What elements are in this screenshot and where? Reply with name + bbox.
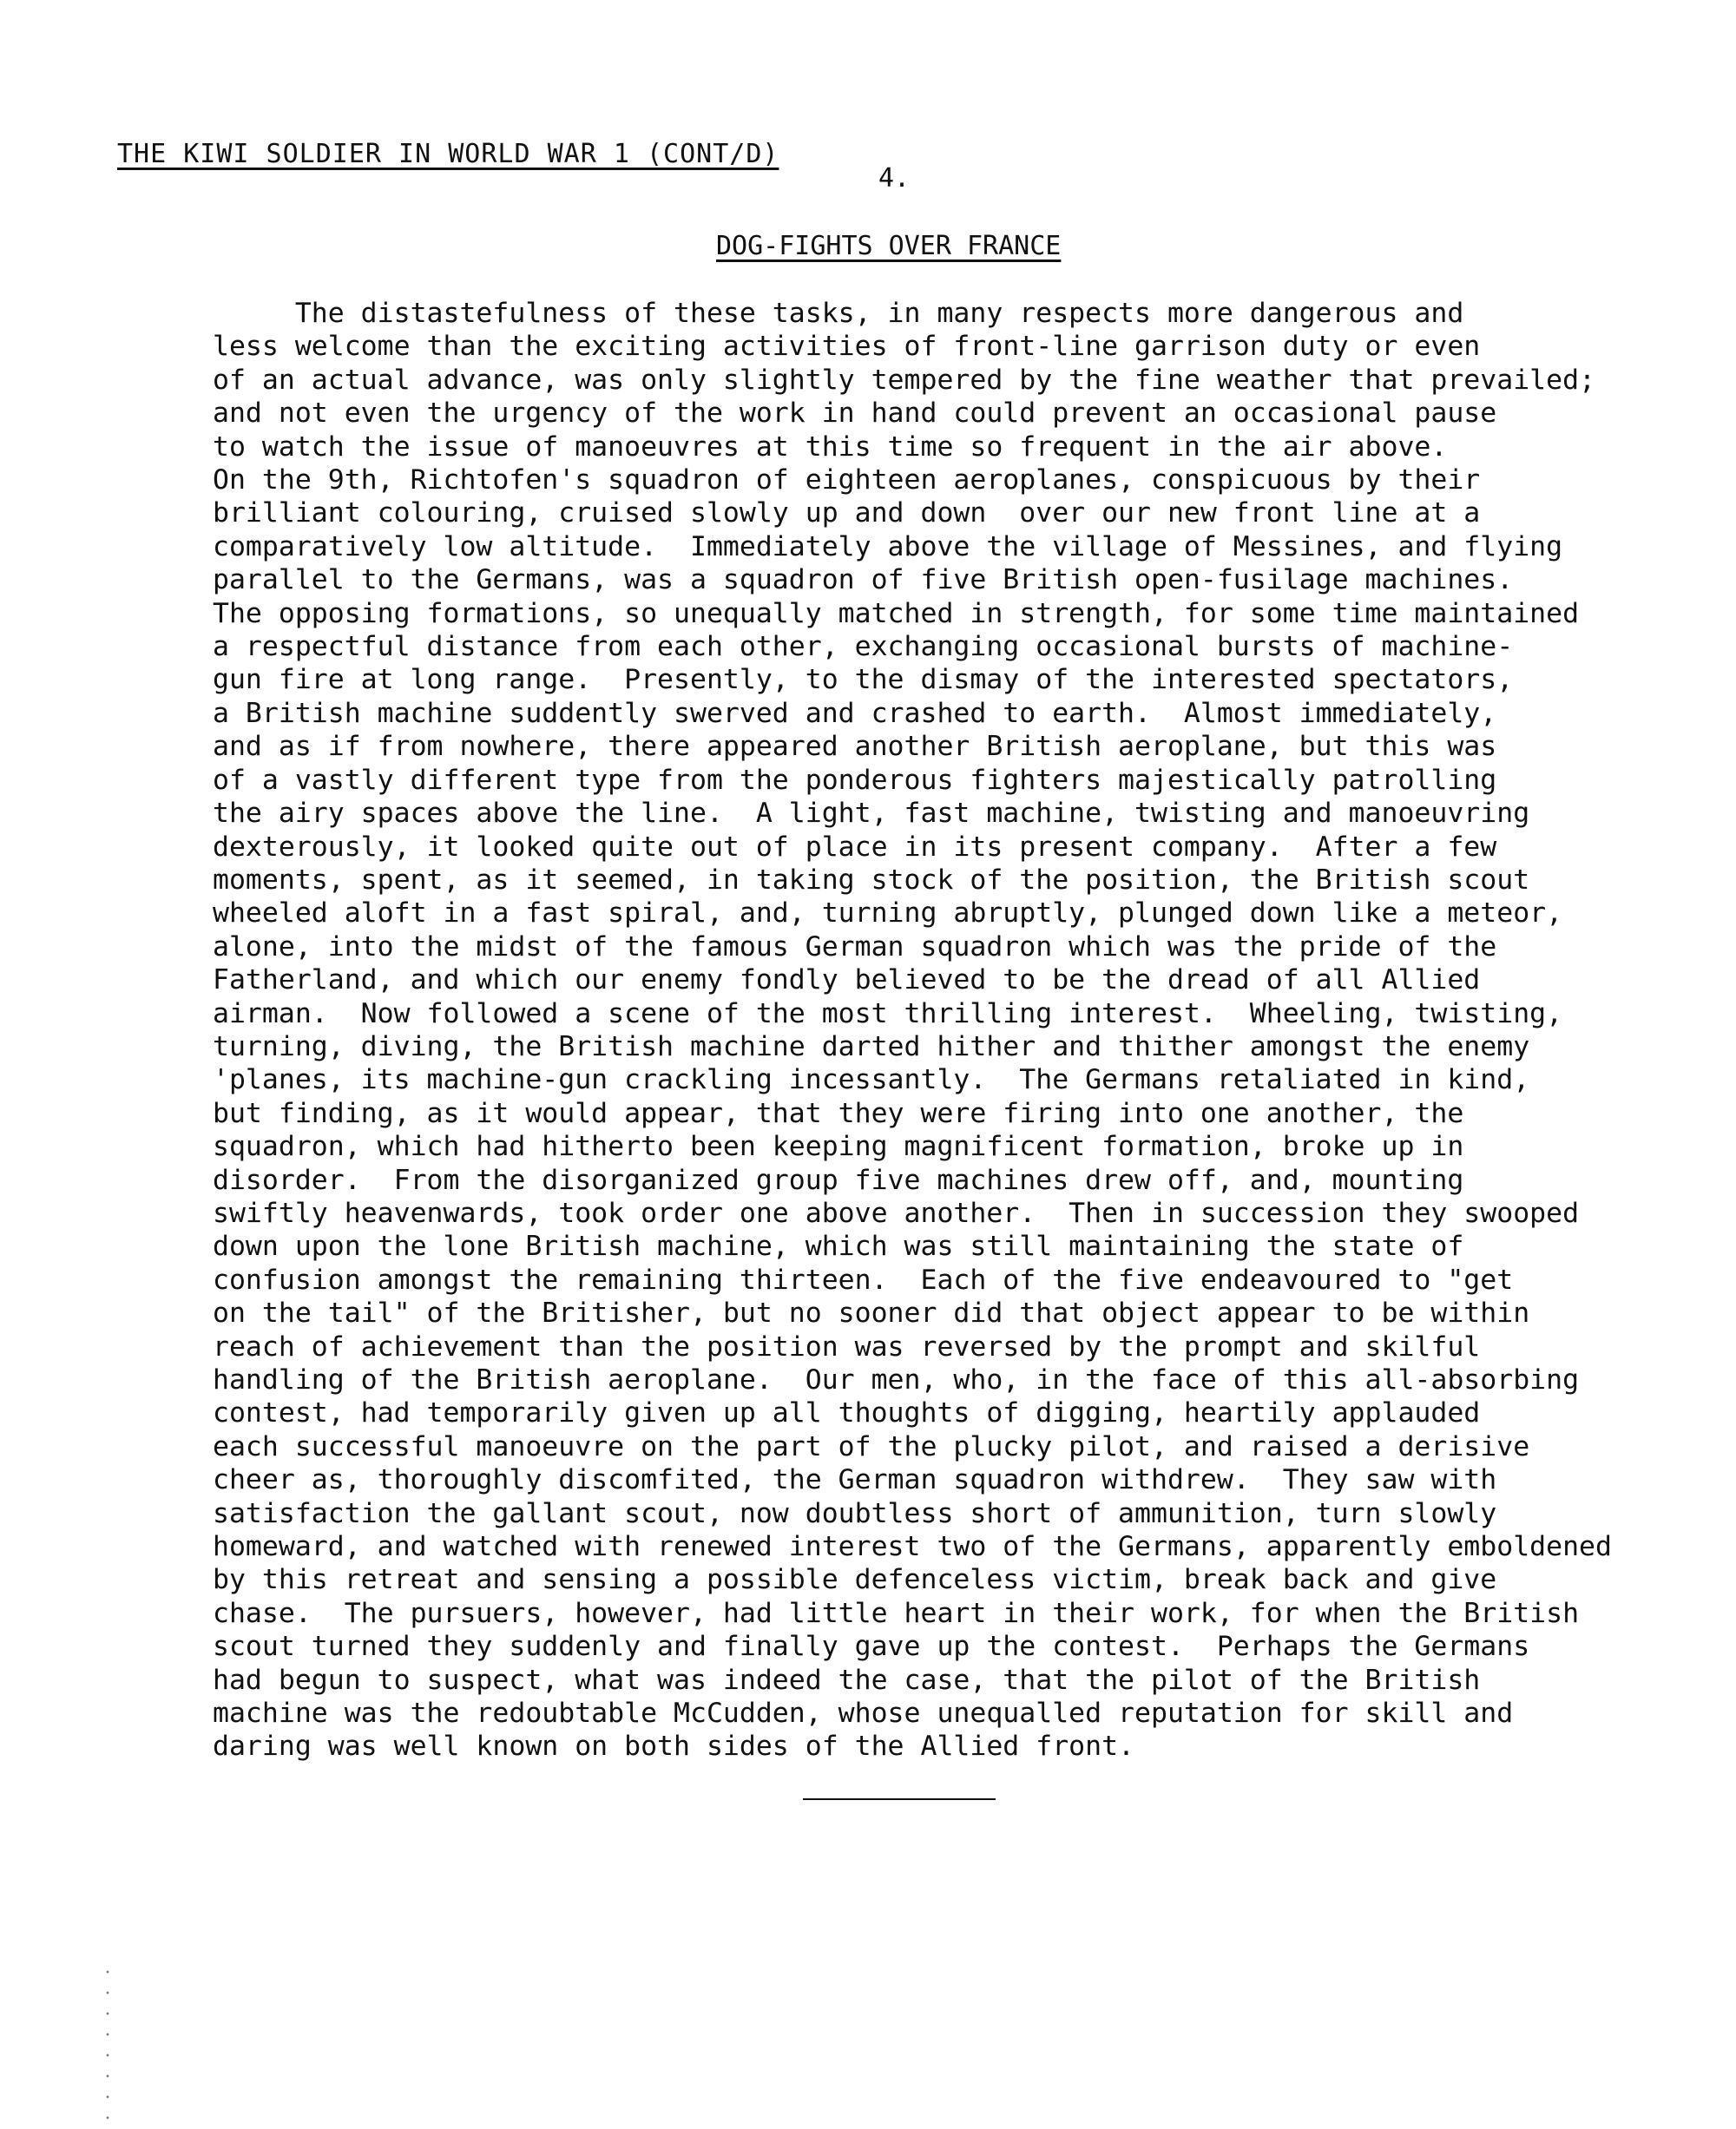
- body-text: [213, 297, 1706, 1764]
- body-line: handling of the British aeroplane. Our men, who, in the face of this all-absorbing: [213, 1364, 1580, 1396]
- body-line: alone, into the midst of the famous German squadron which was the pride of the: [213, 930, 1497, 963]
- body-line: brilliant colouring, cruised slowly up and down over our new front line at a: [213, 497, 1481, 529]
- body-line: turning, diving, the British machine darted hither and thither amongst the enemy: [213, 1030, 1530, 1062]
- body-line: 'planes, its machine-gun crackling incessantly. The Germans retaliated in kind,: [213, 1064, 1530, 1096]
- body-line: down upon the lone British machine, which was still maintaining the state of: [213, 1231, 1464, 1263]
- body-line: and not even the urgency of the work in hand could prevent an occasional pause: [213, 398, 1497, 430]
- body-line: wheeled aloft in a fast spiral, and, turning abruptly, plunged down like a meteor,: [213, 897, 1563, 930]
- section-title: DOG-FIGHTS OVER FRANCE: [716, 231, 1062, 261]
- body-line: Fatherland, and which our enemy fondly believed to be the dread of all Allied: [213, 964, 1481, 996]
- body-line: reach of achievement than the position was reversed by the prompt and skilful: [213, 1331, 1481, 1363]
- body-line: squadron, which had hitherto been keeping magnificent formation, broke up in: [213, 1131, 1464, 1163]
- body-line: the airy spaces above the line. A light, fast machine, twisting and manoeuvring: [213, 798, 1530, 830]
- body-line: disorder. From the disorganized group five machines drew off, and, mounting: [213, 1164, 1464, 1196]
- body-line: swiftly heavenwards, took order one above another. Then in succession they swooped: [213, 1197, 1580, 1229]
- body-line: moments, spent, as it seemed, in taking stock of the position, the British scout: [213, 864, 1530, 896]
- body-line: daring was well known on both sides of the Allied front.: [213, 1731, 1135, 1763]
- body-line: a British machine suddently swerved and crashed to earth. Almost immediately,: [213, 697, 1497, 729]
- body-line: of a vastly different type from the ponderous fighters majestically patrolling: [213, 764, 1497, 796]
- body-line: chase. The pursuers, however, had little heart in their work, for when the British: [213, 1597, 1580, 1629]
- body-line: cheer as, thoroughly discomfited, the German squadron withdrew. They saw with: [213, 1464, 1497, 1496]
- body-line: contest, had temporarily given up all thoughts of digging, heartily applauded: [213, 1397, 1481, 1429]
- running-head: THE KIWI SOLDIER IN WORLD WAR 1 (CONT/D): [117, 139, 779, 169]
- body-line: a respectful distance from each other, exchanging occasional bursts of machine-: [213, 631, 1514, 663]
- body-line: airman. Now followed a scene of the most thrilling interest. Wheeling, twisting,: [213, 997, 1563, 1029]
- body-line: to watch the issue of manoeuvres at this time so frequent in the air above.: [213, 430, 1448, 463]
- body-line: The opposing formations, so unequally matched in strength, for some time maintained: [213, 597, 1580, 629]
- body-line: had begun to suspect, what was indeed the case, that the pilot of the British: [213, 1664, 1481, 1696]
- body-line: gun fire at long range. Presently, to the dismay of the interested spectators,: [213, 664, 1514, 696]
- body-line: and as if from nowhere, there appeared another British aeroplane, but this was: [213, 731, 1497, 763]
- page-number: 4.: [878, 163, 911, 194]
- body-line: On the 9th, Richtofen's squadron of eighteen aeroplanes, conspicuous by their: [213, 464, 1481, 496]
- body-line: each successful manoeuvre on the part of the plucky pilot, and raised a derisive: [213, 1430, 1530, 1462]
- body-line: scout turned they suddenly and finally gave up the contest. Perhaps the Germans: [213, 1631, 1530, 1663]
- body-line: comparatively low altitude. Immediately above the village of Messines, and flying: [213, 530, 1563, 562]
- body-line: satisfaction the gallant scout, now doubtless short of ammunition, turn slowly: [213, 1497, 1497, 1529]
- body-line: parallel to the Germans, was a squadron of five British open-fusilage machines.: [213, 564, 1514, 596]
- body-line: The distastefulness of these tasks, in many respects more dangerous and: [213, 298, 1464, 329]
- body-line: homeward, and watched with renewed interest two of the Germans, apparently emboldened: [213, 1531, 1612, 1563]
- body-line: on the tail" of the Britisher, but no sooner did that object appear to be within: [213, 1298, 1530, 1330]
- margin-specks: [104, 1961, 111, 2126]
- body-line: by this retreat and sensing a possible defenceless victim, break back and give: [213, 1564, 1497, 1596]
- body-line: confusion amongst the remaining thirteen. Each of the five endeavoured to "get: [213, 1264, 1514, 1296]
- body-line: less welcome than the exciting activities of front-line garrison duty or even: [213, 331, 1481, 363]
- body-line: dexterously, it looked quite out of place in its present company. After a few: [213, 831, 1497, 863]
- body-line: of an actual advance, was only slightly tempered by the fine weather that prevailed;: [213, 364, 1596, 396]
- body-line: machine was the redoubtable McCudden, whose unequalled reputation for skill and: [213, 1698, 1514, 1730]
- end-rule: [803, 1798, 996, 1800]
- body-line: but finding, as it would appear, that they were firing into one another, the: [213, 1097, 1464, 1129]
